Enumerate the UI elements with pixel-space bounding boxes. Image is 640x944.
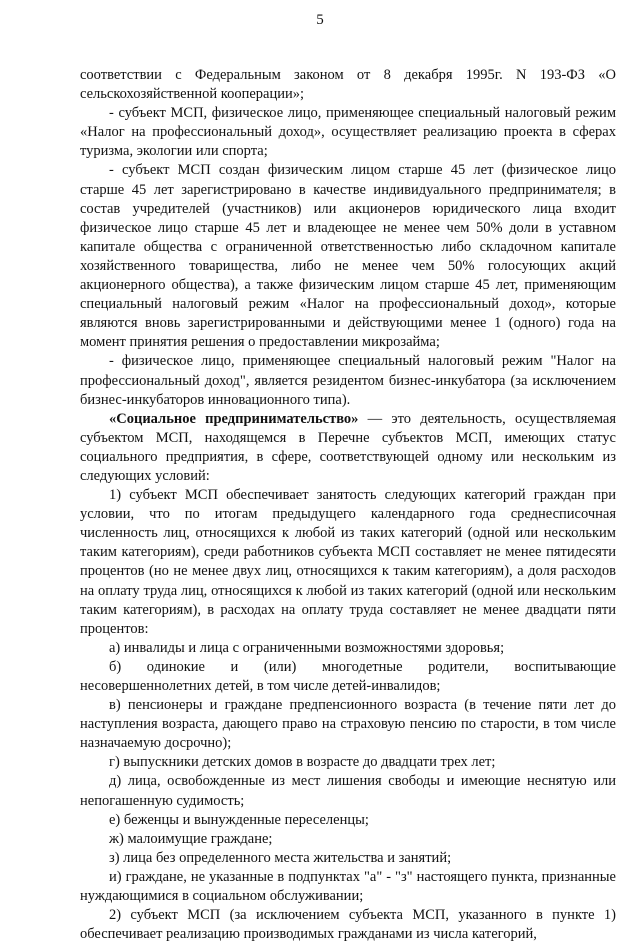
page-number: 5 [316,12,324,28]
paragraph: 2) субъект МСП (за исключением субъекта МСП, указанного в пункте 1) обеспечивает реализацию производимых гражданами из числа категорий, [80,907,616,943]
defined-term: «Социальное предпринимательство» [109,410,359,427]
list-item: з) лица без определенного места жительства и занятий; [109,849,452,866]
paragraph: 1) субъект МСП обеспечивает занятость следующих категорий граждан при условии, что по итогам предыдущего календарного года среднесписочная численность лиц, относящихся к любой из таких категорий (одной или нескольким таким категориям), среди работников субъекта МСП составляет не менее пятидесяти процентов (но не менее двух лиц, относящихся к таким категориям), а доля расходов на оплату труда лиц, относящихся к любой из таких категорий (одной или нескольким таким категориям), в расходах на оплату труда составляет не менее двадцати пяти процентов: [80,487,616,637]
definition-text: — это деятельность, осуществляемая субъектом МСП, находящемся в Перечне субъектов МСП, имеющих статус социального предприятия, в сфере, соответствующей одному или нескольким из следующих условий: [80,410,617,484]
list-item: ж) малоимущие граждане; [109,830,273,847]
list-item: г) выпускники детских домов в возрасте до двадцати трех лет; [109,754,496,771]
document-body [80,66,616,944]
paragraph: - физическое лицо, применяющее специальный налоговый режим "Налог на профессиональный доход", является резидентом бизнес-инкубатора (за исключением бизнес-инкубаторов инновационного типа). [80,353,616,408]
list-item: б) одинокие и (или) многодетные родители, воспитывающие несовершеннолетних детей, в том числе детей-инвалидов; [80,658,616,694]
list-item: и) граждане, не указанные в подпунктах "а" - "з" настоящего пункта, признанные нуждающимися в социальном обслуживании; [80,868,616,905]
paragraph: - субъект МСП создан физическим лицом старше 45 лет (физическое лицо старше 45 лет зарегистрировано в качестве индивидуального предпринимателя; в состав учредителей (участников) или акционеров юридического лица входит физическое лицо старше 45 лет и владеющее не менее чем 50% доли в уставном капитале общества с ограниченной ответственностью либо складочном капитале хозяйственного товарищества, либо не менее чем 50% голосующих акций акционерного общества), а также физическим лицом старше 45 лет, применяющим специальный налоговый режим «Налог на профессиональный доход», которые являются вновь зарегистрированными и действующими менее 1 (одного) года на момент принятия решения о предоставлении микрозайма; [80,162,616,351]
list-item: е) беженцы и вынужденные переселенцы; [109,811,369,828]
list-item: д) лица, освобожденные из мест лишения свободы и имеющие неснятую или непогашенную судимость; [80,773,616,809]
list-item: а) инвалиды и лица с ограниченными возможностями здоровья; [109,639,505,656]
paragraph: - субъект МСП, физическое лицо, применяющее специальный налоговый режим «Налог на профессиональный доход», осуществляет реализацию проекта в сферах туризма, экологии или спорта; [80,105,616,160]
list-item: в) пенсионеры и граждане предпенсионного возраста (в течение пяти лет до наступления возраста, дающего право на страховую пенсию по старости, в том числе назначаемую досрочно); [80,697,616,752]
paragraph: соответствии с Федеральным законом от 8 декабря 1995г. N 193-ФЗ «О сельскохозяйственной кооперации»; [80,67,616,103]
definition-paragraph [80,410,616,486]
